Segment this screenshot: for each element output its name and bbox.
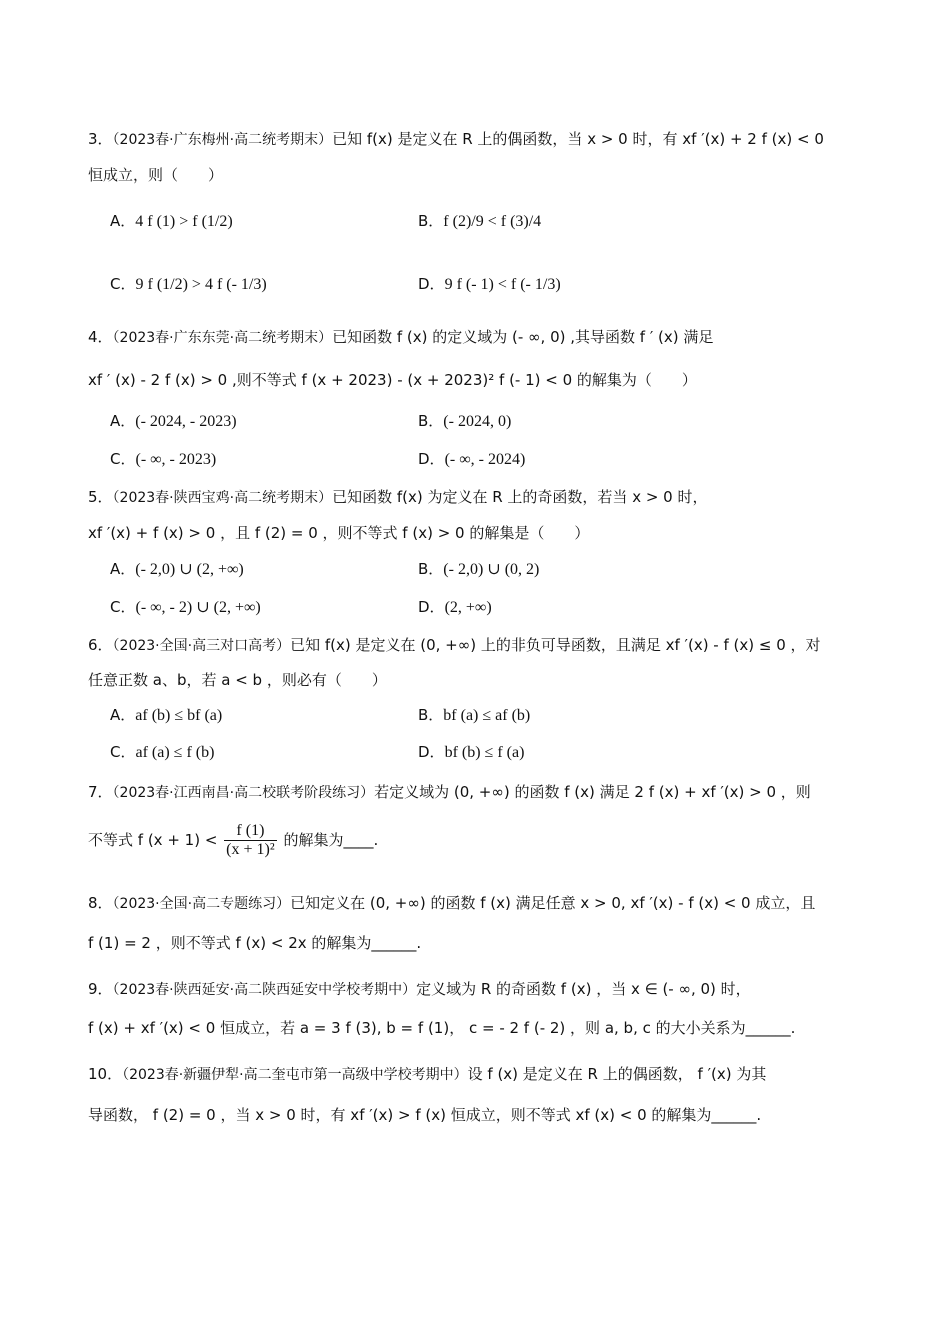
option-b: B．(- 2,0) ∪ (0, 2) [418,560,540,578]
question-3-line-1 [88,128,824,151]
option-d: D．9 f (- 1) < f (- 1/3) [418,275,561,293]
option-d: D．bf (b) ≤ f (a) [418,743,525,761]
question-stem: 已知函数 f (x) 的定义域为 (- ∞, 0) ,其导函数 f ′ (x) 满足 [332,328,714,346]
question-7-line-2 [88,820,378,860]
question-source: （2023春·江西南昌·高二校联考阶段练习） [112,785,375,801]
question-8-line-1 [88,892,815,915]
question-10-line-1 [88,1063,766,1086]
question-source: （2023春·广东梅州·高二统考期末） [112,132,333,148]
question-stem: 已知函数 f(x) 为定义在 R 上的奇函数，若当 x > 0 时， [332,488,708,506]
question-4-line-2: xf ′ (x) - 2 f (x) > 0 ,则不等式 f (x + 2023) - (x + 2023)² f (- 1) < 0 的解集为（ ） [88,371,697,389]
option-c: C．af (a) ≤ f (b) [110,743,215,761]
option-a: A．af (b) ≤ bf (a) [110,706,223,724]
question-stem: 设 f (x) 是定义在 R 上的偶函数， f ′(x) 为其 [467,1065,767,1083]
option-a: A．(- 2,0) ∪ (2, +∞) [110,560,244,578]
question-number: 4． [88,328,113,346]
question-source: （2023春·陕西宝鸡·高二统考期末） [112,490,333,506]
question-3-line-2: 恒成立，则（ ） [88,166,224,184]
question-stem: 定义域为 R 的奇函数 f (x) ，当 x ∈ (- ∞, 0) 时， [416,980,751,998]
question-number: 9． [88,980,113,998]
question-6-line-2: 任意正数 a、b，若 a < b ，则必有（ ） [88,671,387,689]
question-9-line-1 [88,978,751,1001]
question-source: （2023春·广东东莞·高二统考期末） [112,330,333,346]
question-stem: 若定义域为 (0, +∞) 的函数 f (x) 满足 2 f (x) + xf ′(x) > 0 ，则 [374,783,811,801]
question-source: （2023·全国·高三对口高考） [112,638,291,654]
question-10-line-2: 导函数， f (2) = 0 ，当 x > 0 时，有 xf ′(x) > f (x) 恒成立，则不等式 xf (x) < 0 的解集为______. [88,1106,762,1124]
question-number: 3． [88,130,113,148]
option-d: D．(2, +∞) [418,598,492,616]
stem-prefix: 不等式 f (x + 1) < [88,831,218,849]
question-5-line-2: xf ′(x) + f (x) > 0 ，且 f (2) = 0 ，则不等式 f (x) > 0 的解集是（ ） [88,524,590,542]
question-6-line-1 [88,634,821,657]
option-c: C．(- ∞, - 2) ∪ (2, +∞) [110,598,261,616]
option-d: D．(- ∞, - 2024) [418,450,526,468]
option-a: A．(- 2024, - 2023) [110,412,237,430]
question-9-line-2: f (x) + xf ′(x) < 0 恒成立，若 a = 3 f (3), b = f (1)， c = - 2 f (- 2) ，则 a, b, c 的大小关系为______. [88,1019,796,1037]
question-source: （2023春·陕西延安·高二陕西延安中学校考期中） [112,982,417,998]
question-number: 10． [88,1065,123,1083]
question-stem: 已知 f(x) 是定义在 R 上的偶函数，当 x > 0 时，有 xf ′(x) + 2 f (x) < 0 [332,130,824,148]
question-number: 6． [88,636,113,654]
question-number: 7． [88,783,113,801]
option-b: B．bf (a) ≤ af (b) [418,706,531,724]
fraction: $\frac{f (1)}{\text{(x + 1)²}}$ [226,822,275,858]
stem-suffix: 的解集为____. [283,831,379,849]
option-b: B．f (2)/9 < f (3)/4 [418,212,542,230]
option-b: B．(- 2024, 0) [418,412,512,430]
question-stem: 已知定义在 (0, +∞) 的函数 f (x) 满足任意 x > 0, xf ′(x) - f (x) < 0 成立，且 [290,894,816,912]
question-number: 8． [88,894,113,912]
option-c: C．9 f (1/2) > 4 f (- 1/3) [110,275,267,293]
question-8-line-2: f (1) = 2 ，则不等式 f (x) < 2x 的解集为______. [88,934,422,952]
question-stem: 已知 f(x) 是定义在 (0, +∞) 上的非负可导函数，且满足 xf ′(x) - f (x) ≤ 0 ，对 [290,636,821,654]
question-source: （2023·全国·高二专题练习） [112,896,291,912]
option-a: A．4 f (1) > f (1/2) [110,212,233,230]
question-5-line-1 [88,486,708,509]
question-4-line-1 [88,326,713,349]
question-source: （2023春·新疆伊犁·高二奎屯市第一高级中学校考期中） [122,1067,468,1083]
option-c: C．(- ∞, - 2023) [110,450,217,468]
question-number: 5． [88,488,113,506]
question-7-line-1 [88,781,811,804]
